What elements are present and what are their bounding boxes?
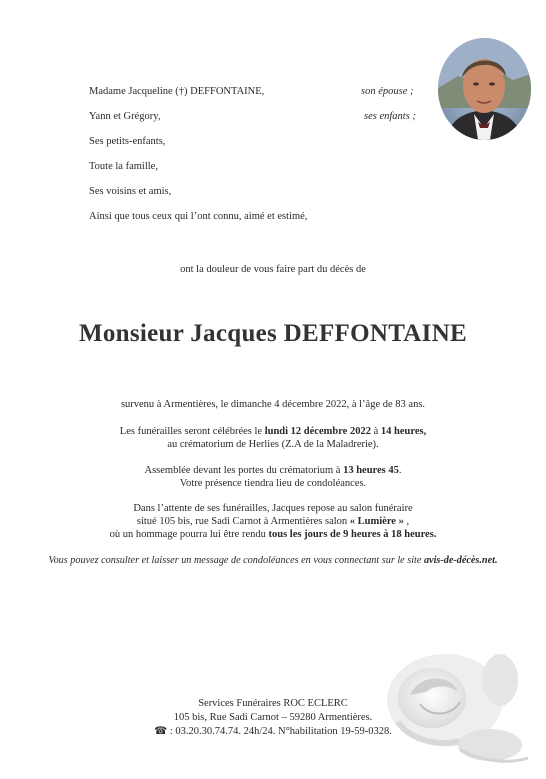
- rest-line-2: [0, 515, 546, 528]
- website-note-text: Vous pouvez consulter et laisser un message de condoléances en vous connectant sur le site: [48, 555, 424, 566]
- rest-line-3: [0, 528, 546, 541]
- funeral-mid: à: [370, 426, 381, 437]
- family-line: Toute la famille,: [89, 161, 158, 172]
- company-name: Services Funéraires ROC ECLERC: [198, 698, 348, 709]
- announcement: ont la douleur de vous faire part du décès de: [180, 264, 366, 275]
- assembly-time: 13 heures 45: [343, 465, 399, 476]
- all-who-knew-line: Ainsi que tous ceux qui l’ont connu, aimé et estimé,: [89, 211, 308, 222]
- grandchildren-line: Ses petits-enfants,: [89, 136, 166, 147]
- funeral-date: lundi 12 décembre 2022: [264, 426, 371, 437]
- portrait-photo: [438, 38, 531, 140]
- company-address: 105 bis, Rue Sadi Carnot – 59280 Armentières.: [173, 712, 373, 723]
- assembly-prefix: Assemblée devant les portes du crématorium à: [144, 465, 344, 476]
- neighbors-line: Ses voisins et amis,: [89, 186, 172, 197]
- assembly-line-2: Votre présence tiendra lieu de condoléances.: [179, 478, 367, 489]
- funeral-block: [0, 425, 546, 451]
- company-phone: ☎ : 03.20.30.74.74. 24h/24. N°habilitation 19-59-0328.: [154, 726, 392, 737]
- spouse-relation: son épouse ;: [361, 86, 414, 97]
- portrait-image: [438, 38, 531, 140]
- spouse-name: Madame Jacqueline (†) DEFFONTAINE,: [89, 86, 265, 97]
- rest-line-1: Dans l’attente de ses funérailles, Jacques repose au salon funéraire: [133, 503, 413, 514]
- website-link[interactable]: avis-de-décès.net.: [423, 555, 498, 566]
- salon-name: « Lumière »: [349, 516, 404, 527]
- death-info: survenu à Armentières, le dimanche 4 décembre 2022, à l’âge de 83 ans.: [120, 399, 426, 410]
- website-note: [0, 555, 546, 566]
- assembly-suffix: .: [398, 465, 402, 476]
- assembly-line-1: [0, 464, 546, 477]
- funeral-prefix: Les funérailles seront célébrées le: [119, 426, 265, 437]
- deceased-name: Monsieur Jacques DEFFONTAINE: [78, 320, 468, 347]
- assembly-block: [0, 464, 546, 490]
- children-relation: ses enfants ;: [364, 111, 416, 122]
- funeral-time: 14 heures,: [380, 426, 427, 437]
- funeral-home-footer: [0, 697, 546, 739]
- rest-line3-prefix: où un hommage pourra lui être rendu: [109, 529, 269, 540]
- rest-suffix: ,: [403, 516, 410, 527]
- visiting-hours: tous les jours de 9 heures à 18 heures.: [268, 529, 437, 540]
- children-names: Yann et Grégory,: [89, 111, 161, 122]
- rest-prefix: situé 105 bis, rue Sadi Carnot à Armentières salon: [136, 516, 350, 527]
- rest-block: [0, 502, 546, 541]
- funeral-line-1: [0, 425, 546, 438]
- funeral-line-2: au crématorium de Herlies (Z.A de la Maladrerie).: [167, 439, 379, 450]
- death-info-block: [0, 398, 546, 411]
